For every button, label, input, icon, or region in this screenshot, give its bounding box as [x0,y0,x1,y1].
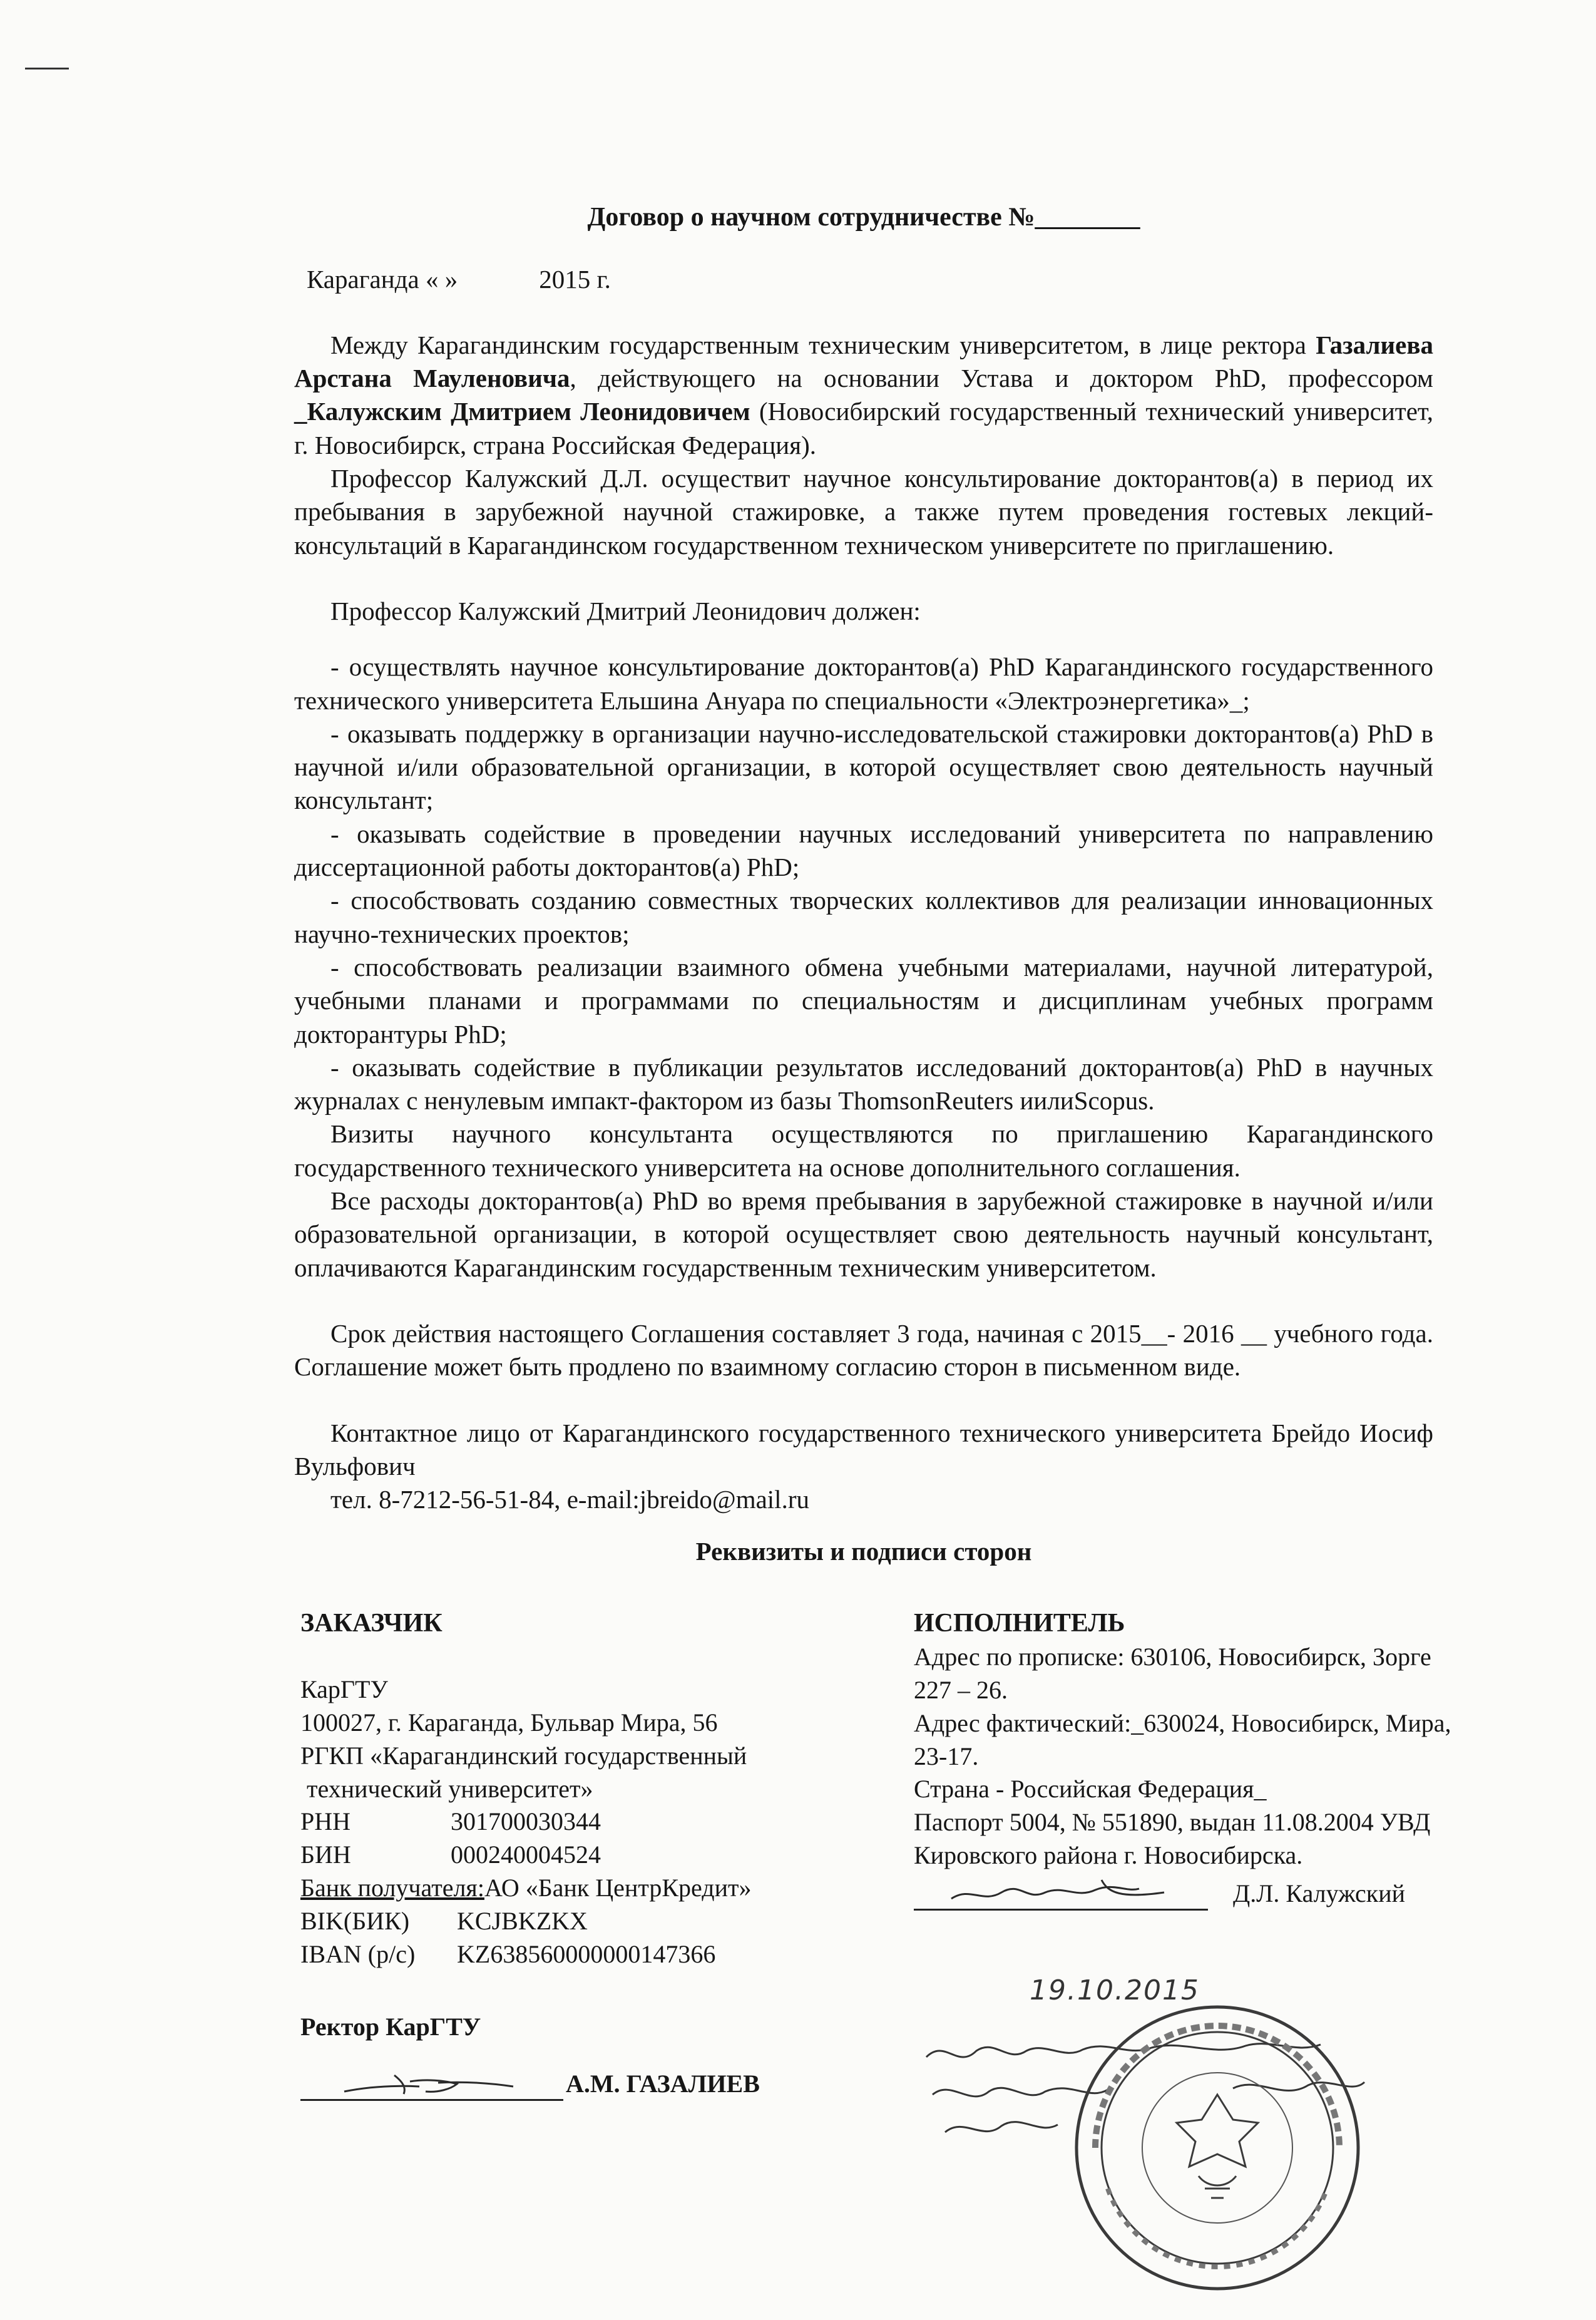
executor-block [914,1606,1452,1911]
official-round-stamp [1070,2001,1364,2295]
executor-heading: ИСПОЛНИТЕЛЬ [914,1608,1125,1638]
place-city: Караганда « » [307,264,458,294]
executor-signer-name: Д.Л. Калужский [1233,1879,1406,1907]
executor-passport: Паспорт 5004, № 551890, выдан 11.08.2004 УВД Кировского района г. Новосибирска. [914,1808,1431,1869]
bik-value: KCJBKZKX [457,1906,588,1935]
customer-address: 100027, г. Караганда, Бульвар Мира, 56 [300,1708,718,1737]
bik-label: BIK(БИК) [300,1906,410,1935]
term-paragraph: Срок действия настоящего Соглашения составляет 3 года, начиная с 2015__- 2016 __ учебного года. Соглашение может быть продлено по взаимному согласию сторон в письменном виде. [294,1318,1433,1382]
bank-label: Банк получателя: [300,1873,484,1902]
duty-item: - способствовать созданию совместных творческих коллективов для реализации инновационных научно-технических проектов; [294,886,1433,948]
handwritten-date: 19.10.2015 [1030,1974,1200,2006]
parties-text-2: , действующего на основании Устава и доктором PhD, профессором [570,364,1434,393]
bin-row [300,1839,864,1872]
contact-phone-email: тел. 8-7212-56-51-84, e-mail:jbreido@mail.ru [330,1485,809,1514]
rnn-value: 301700030344 [451,1807,601,1836]
bik-row [300,1905,864,1938]
customer-signature [300,2068,563,2101]
duty-item: - оказывать содействие в проведении научных исследований университета по направлению диссертационной работы докторантов(а) PhD; [294,819,1433,882]
place-year: 2015 г. [539,264,611,294]
duties-list [294,650,1433,1117]
executor-signature [914,1874,1208,1911]
bank-value: АО «Банк ЦентрКредит» [484,1873,752,1902]
duty-item: - осуществлять научное консультирование докторантов(а) PhD Карагандинского государственного технического университета Ельшина Ануара по специальности «Электроэнергетика»_; [294,652,1433,715]
professor-name: _Калужским Дмитрием Леонидовичем [294,397,750,426]
executor-reg-address: Адрес по прописке: 630106, Новосибирск, Зорге 227 – 26. [914,1643,1431,1704]
visits-paragraph: Визиты научного консультанта осуществляются по приглашению Карагандинского государственного технического университета на основе дополнительного соглашения. [294,1119,1433,1182]
customer-block [300,1606,864,2101]
duty-item: - оказывать содействие в публикации результатов исследований докторантов(а) PhD в научных журналах с ненулевым импакт-фактором из базы ThomsonReuters иилиScopus. [294,1052,1433,1116]
signatures-area [294,1581,1451,2320]
iban-value: KZ638560000000147366 [457,1939,716,1968]
executor-signature-scribble [914,1874,1208,1911]
customer-signature-line [300,2068,864,2101]
consulting-paragraph: Профессор Калужский Д.Л. осуществит научное консультирование докторантов(а) в период их пребывания в зарубежной научной стажировке, а также путем проведения гостевых лекций-консультаций в Карагандинском государственном техническом университете по приглашению. [294,464,1433,560]
parties-paragraph [294,329,1433,462]
executor-signature-line [914,1874,1452,1911]
page-corner-mark [25,68,69,69]
document-title: Договор о научном сотрудничестве №________ [587,203,1140,232]
bin-value: 000240004524 [451,1840,601,1869]
customer-heading: ЗАКАЗЧИК [300,1608,442,1638]
rnn-row [300,1805,864,1839]
bin-label: БИН [300,1840,351,1869]
rector-name: Газалиева Арстана Мауленовича [294,330,1433,393]
place-date-line [307,263,1433,296]
executor-actual-address: Адрес фактический:_630024, Новосибирск, Мира, 23-17. [914,1708,1451,1770]
duty-item: - оказывать поддержку в организации научно-исследовательской стажировки докторантов(а) PhD в научной и/или образовательной организации, в которой осуществляет свою деятельность научный консультант; [294,719,1433,815]
customer-signer-name: А.М. ГАЗАЛИЕВ [566,2070,760,2098]
rector-signature-scribble [300,2068,563,2099]
customer-full-name-2: технический университет» [300,1774,593,1803]
contract-document [294,200,1451,2320]
expenses-paragraph: Все расходы докторантов(а) PhD во время пребывания в зарубежной стажировке в научной и/или образовательной организации, в которой осуществляет свою деятельность научный консультант, оплачиваются Карагандинским государственным техническим университетом. [294,1186,1433,1282]
rector-title: Ректор КарГТУ [300,2013,481,2041]
iban-label: IBAN (р/с) [300,1939,416,1968]
executor-country: Страна - Российская Федерация_ [914,1775,1267,1804]
parties-text-3: (Новосибирский государственный технический университет, г. Новосибирск, страна Российская Федерация). [294,397,1434,459]
customer-full-name-1: РГКП «Карагандинский государственный [300,1741,747,1770]
duty-item: - способствовать реализации взаимного обмена учебными материалами, научной литературой, учебными планами и программами по специальностям и дисциплинам учебных программ докторантуры PhD; [294,952,1433,1049]
bank-row [300,1872,864,1905]
duties-intro: Профессор Калужский Дмитрий Леонидович должен: [330,596,921,625]
customer-org: КарГТУ [300,1675,388,1704]
rnn-label: РНН [300,1807,351,1836]
requisites-title: Реквизиты и подписи сторон [695,1537,1032,1566]
iban-row [300,1938,864,1971]
contact-paragraph: Контактное лицо от Карагандинского государственного технического университета Брейдо Иосиф Вульфович [294,1418,1433,1481]
parties-text-1: Между Карагандинским государственным техническим университетом, в лице ректора [330,330,1316,359]
